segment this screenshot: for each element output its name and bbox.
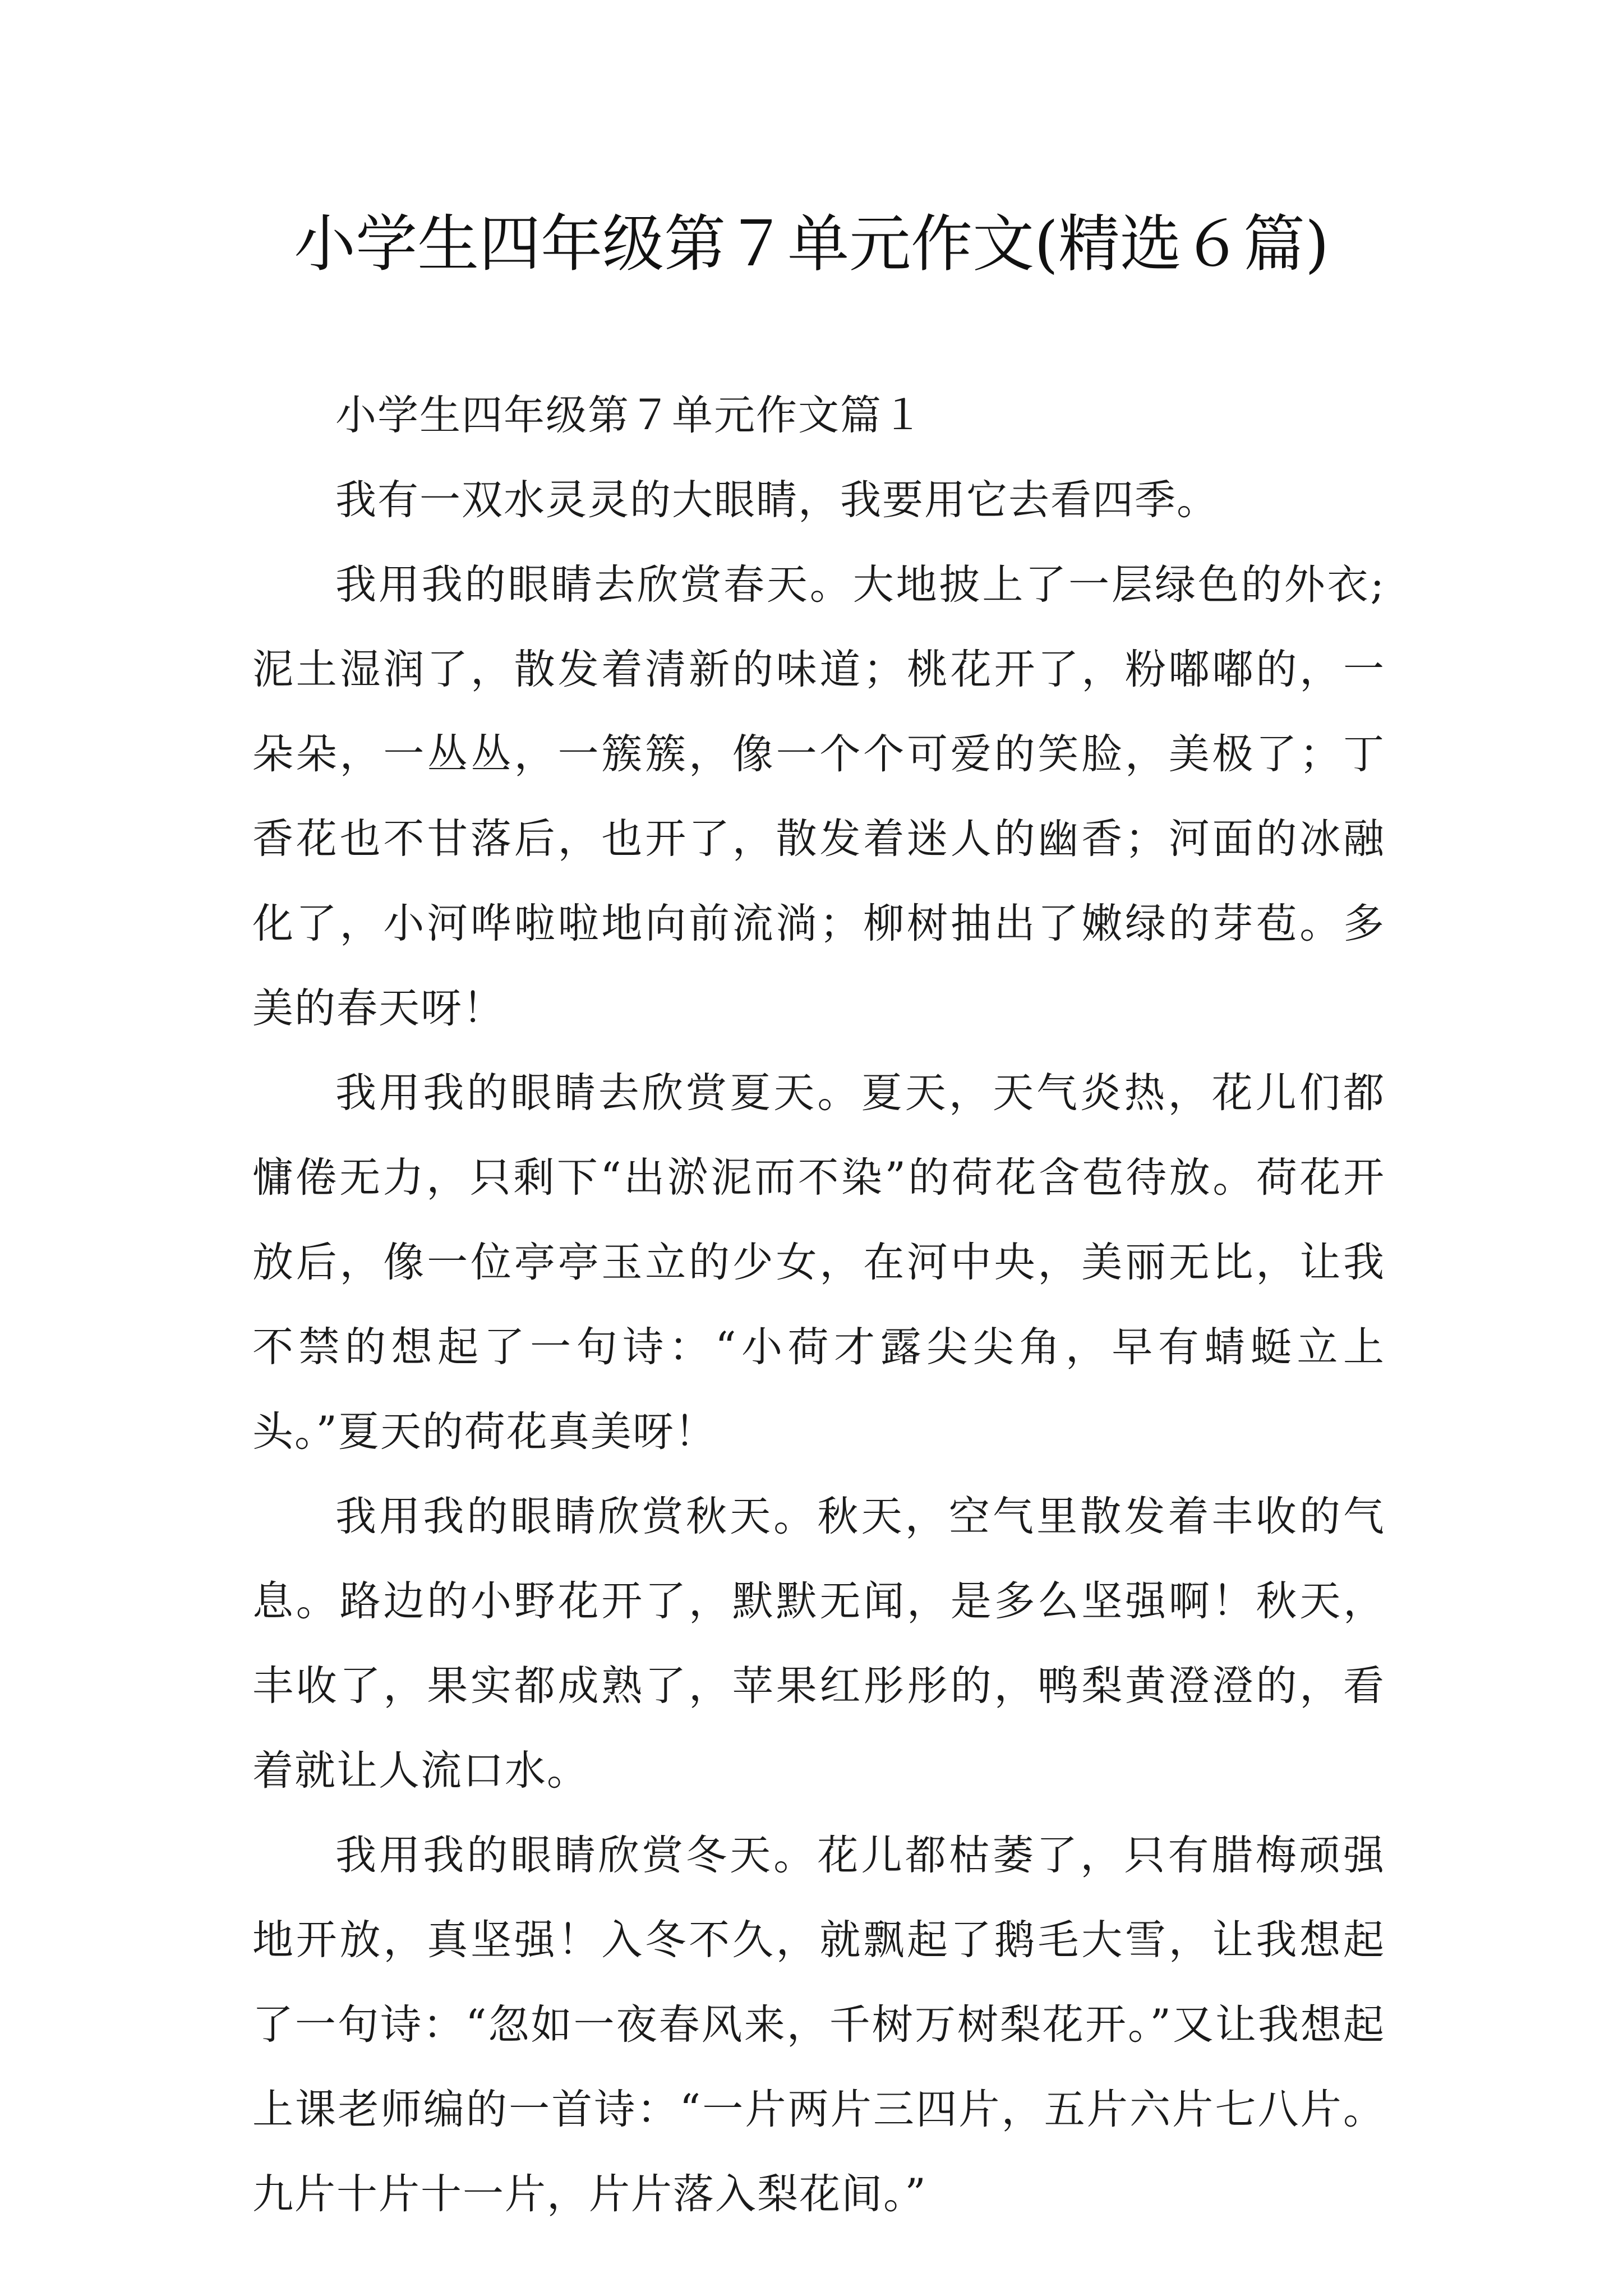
paragraph-spring: 我用我的眼睛去欣赏春天。大地披上了一层绿色的外衣;泥土湿润了，散发着清新的味道；桃花开了，粉嘟嘟的，一朵朵，一丛丛，一簇簇，像一个个可爱的笑脸，美极了；丁香花也不甘落后，也开了，散发着迷人的幽香；河面的冰融化了，小河哗啦啦地向前流淌；柳树抽出了嫩绿的芽苞。多美的春天呀！	[252, 561, 1385, 1032]
paragraph-summer: 我用我的眼睛去欣赏夏天。夏天，天气炎热，花儿们都慵倦无力，只剩下“出淤泥而不染”的荷花含苞待放。荷花开放后，像一位亭亭玉立的少女，在河中央，美丽无比，让我不禁的想起了一句诗：“小荷才露尖尖角，早有蜻蜓立上头。”夏天的荷花真美呀！	[252, 1069, 1385, 1456]
document-body	[252, 373, 1385, 2237]
document-title: 小学生四年级第７单元作文(精选６篇)	[294, 208, 1329, 280]
paragraph-winter: 我用我的眼睛欣赏冬天。花儿都枯萎了，只有腊梅顽强地开放，真坚强！入冬不久，就飘起了鹅毛大雪，让我想起了一句诗：“忽如一夜春风来，千树万树梨花开。”又让我想起上课老师编的一首诗：“一片两片三四片，五片六片七八片。九片十片十一片，片片落入梨花间。”	[252, 1832, 1385, 2218]
section-heading: 小学生四年级第７单元作文篇１	[335, 392, 924, 439]
paragraph-autumn: 我用我的眼睛欣赏秋天。秋天，空气里散发着丰收的气息。路边的小野花开了，默默无闻，是多么坚强啊！秋天，丰收了，果实都成熟了，苹果红彤彤的，鸭梨黄澄澄的，看着就让人流口水。	[252, 1493, 1385, 1795]
paragraph-intro: 我有一双水灵灵的大眼睛，我要用它去看四季。	[335, 476, 1219, 524]
